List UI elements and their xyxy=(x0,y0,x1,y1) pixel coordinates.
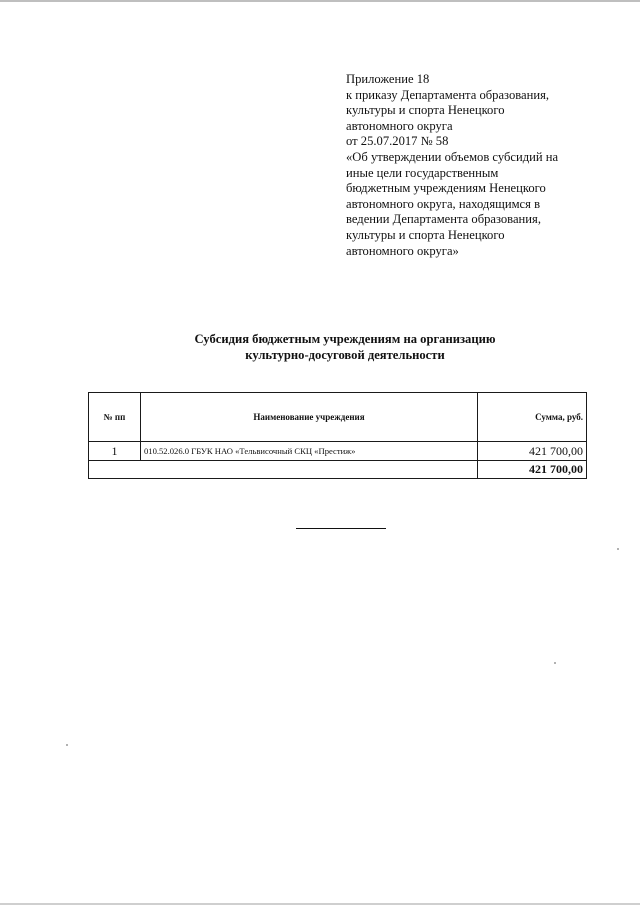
scan-speck xyxy=(617,548,619,550)
appendix-line: автономного округа» xyxy=(346,243,459,258)
table-row xyxy=(89,442,587,461)
subsidy-table xyxy=(88,392,587,479)
title-line-2: культурно-досуговой деятельности xyxy=(245,348,445,362)
header-name: Наименование учреждения xyxy=(140,393,477,442)
scan-edge-top xyxy=(0,0,640,2)
appendix-line: автономного округа xyxy=(346,118,453,133)
table-header-row xyxy=(89,393,587,442)
appendix-line: «Об утверждении объемов субсидий на xyxy=(346,149,559,164)
row-num: 1 xyxy=(89,442,141,461)
appendix-line: бюджетным учреждениям Ненецкого xyxy=(346,181,546,196)
header-num: № пп xyxy=(89,393,141,442)
appendix-line: ведении Департамента образования, xyxy=(346,212,541,227)
scan-speck xyxy=(66,744,68,746)
row-sum: 421 700,00 xyxy=(478,442,587,461)
appendix-line: культуры и спорта Ненецкого xyxy=(346,103,505,118)
header-sum: Сумма, руб. xyxy=(478,393,587,442)
table-total-row xyxy=(89,461,587,479)
scan-speck xyxy=(554,662,556,664)
appendix-line: от 25.07.2017 № 58 xyxy=(346,134,449,149)
total-empty-cell xyxy=(89,461,478,479)
appendix-line: Приложение 18 xyxy=(346,72,430,86)
end-rule xyxy=(296,528,386,529)
appendix-line: культуры и спорта Ненецкого xyxy=(346,227,505,242)
appendix-line: иные цели государственным xyxy=(346,165,499,180)
title-line-1: Субсидия бюджетным учреждениям на организацию xyxy=(194,332,496,346)
appendix-line: автономного округа, находящимся в xyxy=(346,196,541,211)
total-sum: 421 700,00 xyxy=(478,461,587,479)
row-institution-name: 010.52.026.0 ГБУК НАО «Тельвисочный СКЦ «Престиж» xyxy=(140,442,477,461)
appendix-line: к приказу Департамента образования, xyxy=(346,87,550,102)
appendix-block xyxy=(346,72,606,259)
document-title xyxy=(120,331,570,363)
